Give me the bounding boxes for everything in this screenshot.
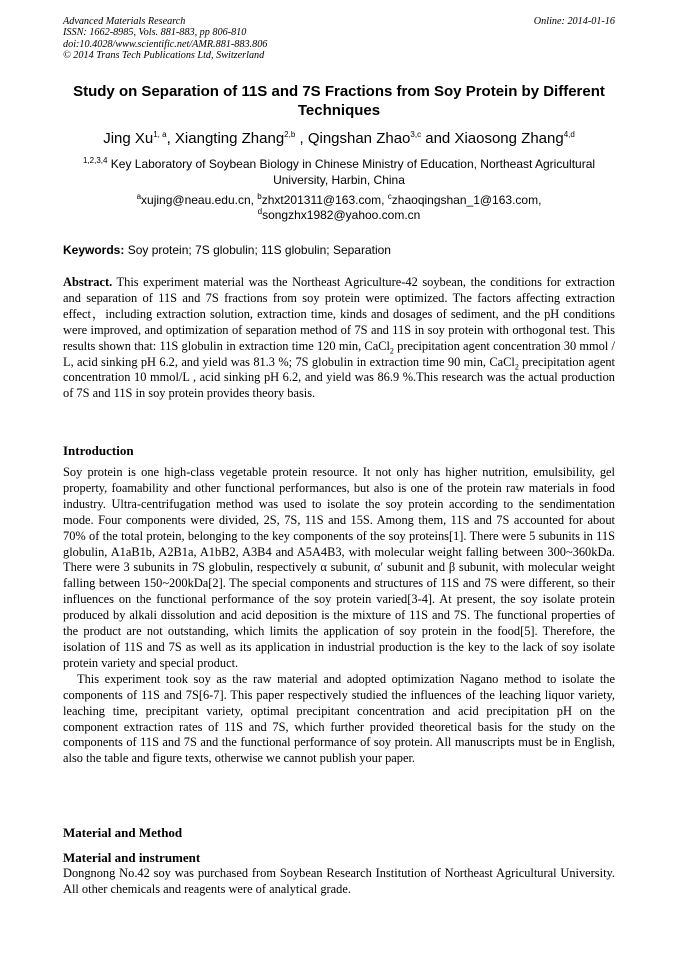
journal-header — [63, 16, 267, 62]
keywords — [63, 242, 391, 258]
affiliation-mark: 1,2,3,4 — [82, 156, 108, 165]
author-affiliation-mark: 1, a — [153, 130, 167, 139]
subsection-heading-material: Material and instrument — [63, 850, 201, 865]
email-link[interactable]: zhaoqingshan_1@163.com, — [391, 193, 542, 207]
email-mark: b — [257, 192, 262, 201]
abstract-text: precipitation agent concentration 10 mmol/L , acid sinking pH 6.2, and yield was 86.9 %.This research was the actual production of 7S and 11S in soy protein provides theory basis. — [63, 354, 615, 401]
author-name: Jing Xu — [103, 130, 154, 147]
affiliation — [63, 156, 615, 188]
author-separator: , — [295, 130, 308, 147]
abstract — [63, 275, 615, 402]
email-mark: a — [136, 192, 142, 201]
email-link[interactable]: songzhx1982@yahoo.com.cn — [262, 208, 421, 222]
affiliation-text: Key Laboratory of Soybean Biology in Chinese Ministry of Education, Northeast Agricultural University, Harbin, China — [107, 157, 596, 187]
author-name: Xiaosong Zhang — [454, 130, 564, 147]
author-list — [63, 129, 615, 149]
journal-name: Advanced Materials Research — [63, 16, 186, 27]
paragraph: This experiment took soy as the raw material and adopted optimization Nagano method to isolate the components of 11S and 7S[6-7]. This paper respectively studied the influences of the leaching liquor variety, leaching time, precipitant variety, optimal precipitant concentration and acid precipitation pH on the component extraction rates of 11S and 7S, which further provided theoretical basis for the study on the components of 11S and 7S and the functional performance of soy protein. All manuscripts must be in English, also the table and figure texts, otherwise we cannot publish your paper. — [63, 671, 615, 766]
copyright-line: © 2014 Trans Tech Publications Ltd, Switzerland — [63, 50, 265, 62]
paper-title: Study on Separation of 11S and 7S Fractions from Soy Protein by Different Techniques — [73, 83, 605, 119]
email-link[interactable]: zhxt201311@163.com, — [261, 193, 388, 207]
online-date: Online: 2014-01-16 — [533, 16, 615, 27]
email-mark: c — [387, 192, 392, 201]
email-mark: d — [257, 207, 263, 216]
abstract-label: Abstract. — [63, 275, 113, 289]
keywords-label: Keywords: — [63, 243, 125, 257]
subscript: 2 — [514, 362, 519, 371]
issn-line: ISSN: 1662-8985, Vols. 881-883, pp 806-810 — [63, 27, 247, 39]
introduction-body — [63, 465, 615, 767]
author-name: Xiangting Zhang — [174, 130, 285, 147]
paragraph: Soy protein is one high-class vegetable protein resource. It not only has higher nutrition, emulsibility, gel property, foamability and other functional performances, but also is one of the protein raw materials in food industry. Ultra-centrifugation method was used to isolate the soy protein according to the sendimentation mode. Four components were divided, 2S, 7S, 11S and 15S. Among them, 11S and 7S accounted for about 70% of the total protein, belonging to the key components of the soy proteins[1]. There were 5 subunits in 11S globulin, A1aB1b, A2B1a, A1bB2, A3B4 and A5A4B3, with molecular weight falling between 300~360kDa. There were 3 subunits in 7S globulin, respectively α subunit, α′ subunit and β subunit, with molecular weight falling between 150~200kDa[2]. The special components and structures of 11S and 7S were different, so their influences on the functional performance of the soy protein varied[3-4]. At present, the soy isolate protein produced by alkali dissolution and acid deposition is the mixture of 11S and 7S. The functional properties of the product are not outstanding, which limits the application of soy protein in the food[5]. Therefore, the isolation of 11S and 7S as well as its application in industrial production is the key to the lack of soy isolate protein variety and special product. — [63, 465, 615, 670]
subscript: 2 — [389, 346, 394, 356]
email-link[interactable]: xujing@neau.edu.cn, — [141, 193, 258, 207]
section-heading-method: Material and Method — [63, 825, 183, 840]
doi-line: doi:10.4028/www.scientific.net/AMR.881-883.806 — [63, 38, 268, 50]
abstract-text: precipitation agent concentration 30 mmol / L, acid sinking pH 6.2, and yield was 81.3 %; 7S globulin in extraction time 90 min, CaCl — [63, 338, 615, 369]
author-separator: and — [421, 130, 455, 147]
keywords-text: Soy protein; 7S globulin; 11S globulin; Separation — [124, 243, 391, 257]
author-separator: , — [166, 130, 175, 147]
author-affiliation-mark: 3,c — [410, 130, 422, 139]
email-list — [63, 193, 615, 223]
section-heading-introduction: Introduction — [63, 443, 134, 458]
paragraph: Dongnong No.42 soy was purchased from Soybean Research Institution of Northeast Agricultural University. All other chemicals and reagents were of analytical grade. — [63, 866, 615, 896]
author-name: Qingshan Zhao — [307, 130, 411, 147]
author-affiliation-mark: 4,d — [563, 130, 575, 139]
author-affiliation-mark: 2,b — [284, 130, 296, 139]
abstract-text: This experiment material was the Northeast Agriculture-42 soybean, the conditions for extraction and separation of 11S and 7S fractions from soy protein were optimized. The factors affecting extraction effect，including extraction solution, extraction time, kinds and dosages of sediment, and the pH conditions were improved, and optimization of separation method of 7S and 11S in soy protein with orthogonal test. This results shown that: 11S globulin in extraction time 120 min, CaCl — [63, 275, 615, 353]
